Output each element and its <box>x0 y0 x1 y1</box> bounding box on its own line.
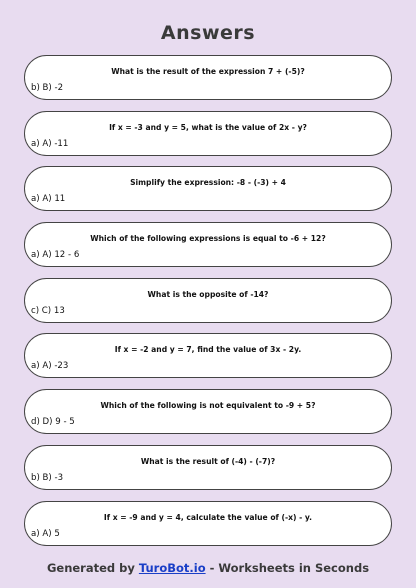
question-text: If x = -3 and y = 5, what is the value of 2x - y? <box>109 122 307 132</box>
question-text: What is the result of the expression 7 + (-5)? <box>111 67 305 76</box>
answer-card-1 <box>24 55 392 100</box>
answer-text: d) D) 9 - 5 <box>31 417 75 428</box>
question-text: Simplify the expression: -8 - (-3) + 4 <box>130 178 286 188</box>
footer-suffix: - Worksheets in Seconds <box>205 561 370 575</box>
answer-list <box>24 55 392 556</box>
answer-text: b) B) -3 <box>31 472 64 483</box>
brand-link[interactable]: TuroBot.io <box>138 561 206 575</box>
footer-prefix: Generated by <box>46 561 139 575</box>
answer-card-9 <box>24 501 392 546</box>
question-text: Which of the following is not equivalent to -9 + 5? <box>100 401 316 411</box>
question-text: What is the opposite of -14? <box>147 289 269 299</box>
answer-text: a) A) 12 - 6 <box>31 250 80 261</box>
answer-card-8 <box>24 445 392 490</box>
question-text: What is the result of (-4) - (-7)? <box>140 456 276 466</box>
answer-text: a) A) -11 <box>31 138 69 149</box>
page-title: Answers <box>160 22 256 44</box>
answer-card-5 <box>24 278 392 323</box>
question-text: If x = -2 and y = 7, find the value of 3x - 2y. <box>114 345 302 355</box>
answer-card-4 <box>24 222 392 267</box>
answer-text: a) A) 11 <box>31 194 66 205</box>
answer-text: c) C) 13 <box>31 305 65 316</box>
question-text: Which of the following expressions is equal to -6 + 12? <box>90 234 326 244</box>
answer-card-6 <box>24 333 392 378</box>
footer <box>0 561 416 575</box>
answer-card-7 <box>24 389 392 434</box>
answer-text: a) A) -23 <box>31 361 69 372</box>
question-text: If x = -9 and y = 4, calculate the value of (-x) - y. <box>103 512 313 522</box>
answer-text: a) A) 5 <box>31 528 60 539</box>
answer-card-3 <box>24 166 392 211</box>
answer-card-2 <box>24 111 392 156</box>
answer-text: b) B) -2 <box>31 83 64 93</box>
